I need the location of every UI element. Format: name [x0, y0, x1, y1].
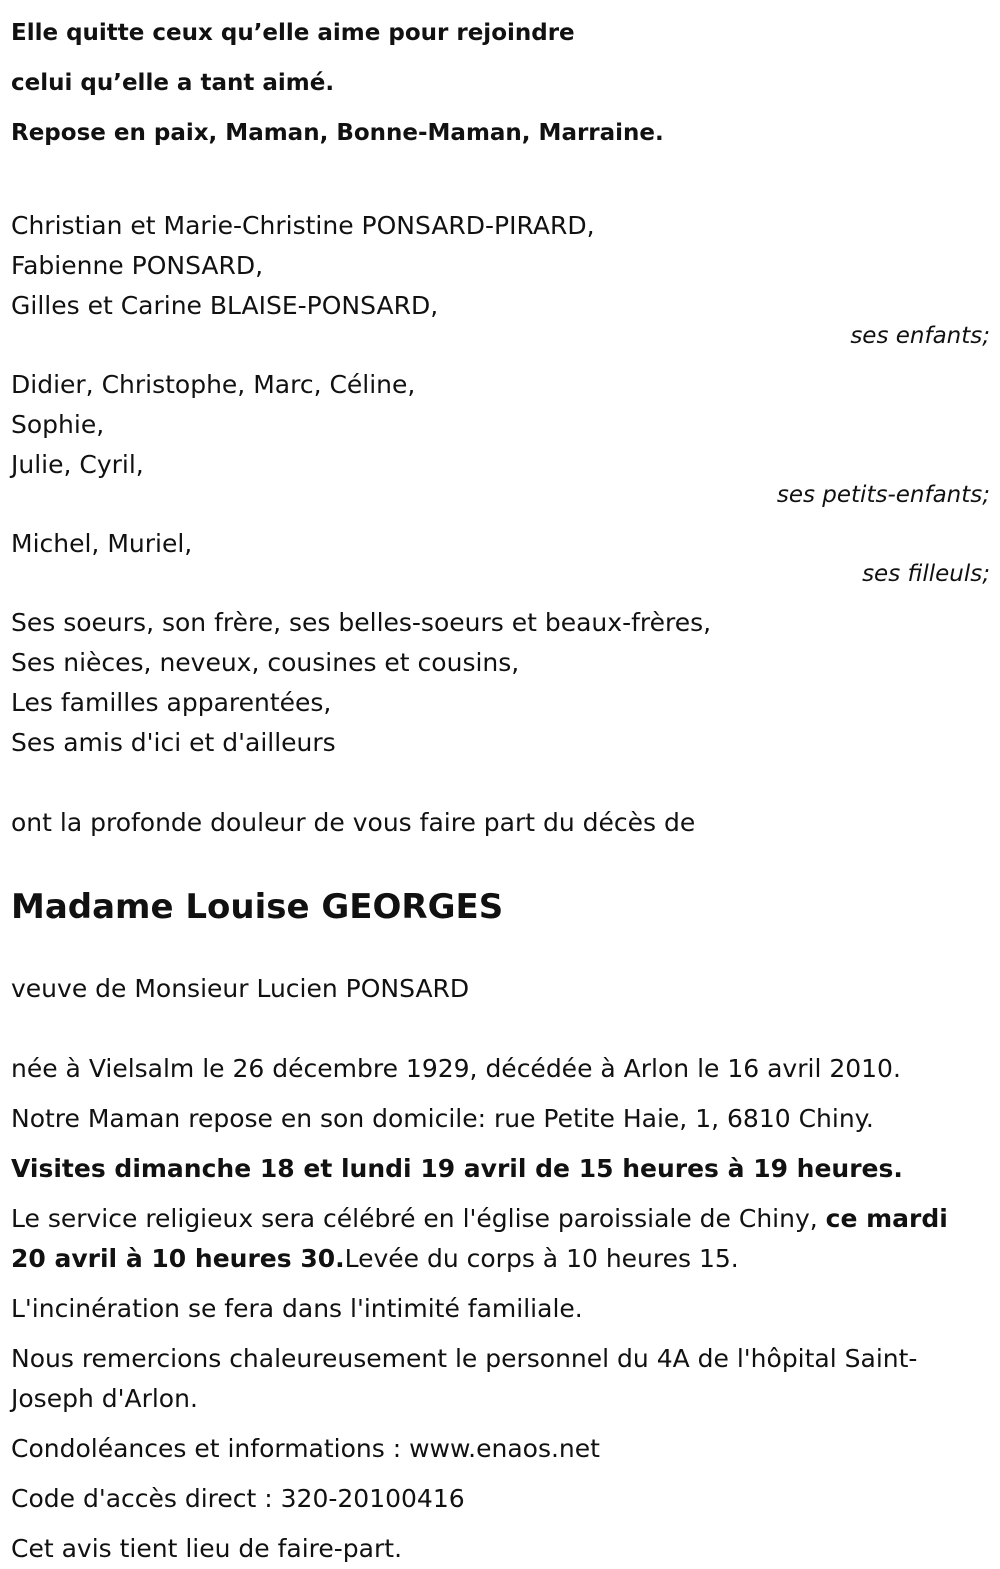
widow-of: veuve de Monsieur Lucien PONSARD [11, 974, 470, 1003]
birth-death-dates: née à Vielsalm le 26 décembre 1929, décédée à Arlon le 16 avril 2010. [11, 1054, 901, 1083]
role-label-grandchildren: ses petits-enfants; [776, 482, 990, 508]
service-text-after: Levée du corps à 10 heures 15. [344, 1244, 739, 1273]
family-member-line: Didier, Christophe, Marc, Céline, [11, 370, 416, 399]
thanks-note: Nous remercions chaleureusement le personnel du 4A de l'hôpital Saint-Joseph d'Arlon. [11, 1344, 918, 1413]
service-text: Le service religieux sera célébré en l'église paroissiale de Chiny, [11, 1204, 826, 1233]
family-member-line: Ses nièces, neveux, cousines et cousins, [11, 648, 520, 677]
family-member-line: Gilles et Carine BLAISE-PONSARD, [11, 291, 439, 320]
visiting-hours: Visites dimanche 18 et lundi 19 avril de 15 heures à 19 heures. [11, 1154, 903, 1183]
funeral-service [11, 1199, 990, 1279]
extended-family-list [11, 603, 990, 763]
service-date: ce mardi 20 avril à 10 heures 30. [11, 1204, 948, 1273]
notice-statement: Cet avis tient lieu de faire-part. [11, 1534, 403, 1563]
grandchildren-list [11, 365, 990, 485]
family-member-line: Christian et Marie-Christine PONSARD-PIRARD, [11, 211, 595, 240]
intro-line: Elle quitte ceux qu’elle aime pour rejoindre [11, 20, 575, 46]
family-member-line: Ses soeurs, son frère, ses belles-soeurs et beaux-frères, [11, 608, 712, 637]
role-label-children: ses enfants; [850, 323, 990, 349]
role-label-godchildren: ses filleuls; [862, 561, 990, 587]
intro-verse [11, 0, 990, 158]
intro-line: celui qu’elle a tant aimé. [11, 70, 335, 96]
family-member-line: Julie, Cyril, [11, 450, 144, 479]
cremation-note: L'incinération se fera dans l'intimité familiale. [11, 1294, 583, 1323]
family-member-line: Ses amis d'ici et d'ailleurs [11, 728, 336, 757]
family-member-line: Les familles apparentées, [11, 688, 332, 717]
condolences-info: Condoléances et informations : www.enaos.net [11, 1434, 600, 1463]
access-code: Code d'accès direct : 320-20100416 [11, 1484, 465, 1513]
intro-line: Repose en paix, Maman, Bonne-Maman, Marraine. [11, 120, 664, 146]
family-member-line: Fabienne PONSARD, [11, 251, 264, 280]
rest-place: Notre Maman repose en son domicile: rue Petite Haie, 1, 6810 Chiny. [11, 1104, 874, 1133]
children-list [11, 206, 990, 326]
family-member-line: Sophie, [11, 410, 105, 439]
deceased-name: Madame Louise GEORGES [11, 887, 504, 927]
announcement-text: ont la profonde douleur de vous faire part du décès de [11, 808, 696, 837]
godchildren-list [11, 524, 990, 564]
family-member-line: Michel, Muriel, [11, 529, 193, 558]
